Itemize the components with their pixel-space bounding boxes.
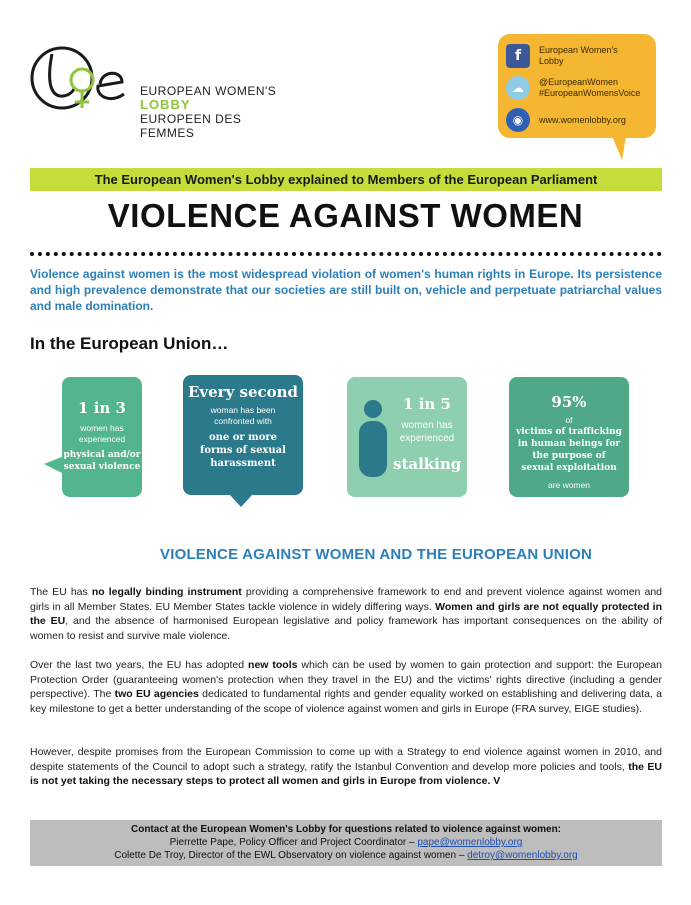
p2-d: two EU agencies xyxy=(114,688,199,700)
person-silhouette-icon xyxy=(357,399,389,477)
facebook-text1: European Women's xyxy=(539,45,618,55)
stat3-small: women has experienced xyxy=(399,420,455,444)
p3-b: the EU is not yet taking the necessary steps to protect all women and girls in Europe from violence. V xyxy=(30,760,662,787)
page-title: VIOLENCE AGAINST WOMEN xyxy=(107,197,584,234)
stat-card-95-percent xyxy=(509,377,629,497)
stat-card-1-in-5 xyxy=(347,377,467,497)
stat1-big: 1 in 3 xyxy=(78,399,126,417)
p1-e: , and the absence of harmonised European legislative and policy framework has important consequences on the ability of women to resist and survive male violence. xyxy=(30,615,662,642)
ewl-logo xyxy=(30,26,280,140)
contact-heading: Contact at the European Women's Lobby for questions related to violence against women: xyxy=(130,824,562,835)
eu-heading: In the European Union… xyxy=(30,334,229,353)
contact-line-2 xyxy=(30,849,662,862)
paragraph-1 xyxy=(30,585,662,643)
twitter-bird-icon: ☁ xyxy=(506,76,530,100)
p1-d: Women and girls are not equally protected in the EU xyxy=(30,600,662,627)
contact-box xyxy=(30,820,662,866)
stat4-pre: of xyxy=(565,415,573,425)
p1-c: providing a comprehensive framework to end and prevent violence against women and girls in all Member States. EU Member States tackle violence in widely differing ways. xyxy=(30,586,662,613)
logo-line2: LOBBY xyxy=(140,97,191,112)
section-title: VIOLENCE AGAINST WOMEN AND THE EUROPEAN UNION xyxy=(160,546,593,563)
intro-paragraph: Violence against women is the most widespread violation of women's human rights in Europe. Its persistence and high prevalence demonstrate that our societies are still built on, vehicle and perpetuate patriarchal values and male domination. xyxy=(30,267,662,313)
twitter-hashtag: #EuropeanWomensVoice xyxy=(539,88,641,98)
stat2-tail xyxy=(230,495,252,507)
contact-person-1: Pierrette Pape, Policy Officer and Project Coordinator – xyxy=(169,837,418,848)
stat-card-every-second xyxy=(183,375,303,495)
twitter-handle: @EuropeanWomen xyxy=(539,77,619,87)
p3-a: However, despite promises from the European Commission to come up with a Strategy to end violence against women in 2010, and despite statements of the Council to adopt such a strategy, ratify the Istanbul Convention and develop more policies and tools, xyxy=(30,746,662,773)
facebook-icon: f xyxy=(506,44,530,68)
p2-a: Over the last two years, the EU has adopted xyxy=(30,659,249,671)
ewl-logo-mark-icon xyxy=(30,34,140,124)
p2-c: which can be used by women to gain protection and support: the European Protection Order (guaranteeing women's protection when they travel in the EU) and the victims' rights directive (including a gender perspective). The xyxy=(30,659,662,700)
stat2-big: Every second xyxy=(187,383,299,401)
paragraph-3 xyxy=(30,745,662,789)
twitter-link[interactable] xyxy=(506,72,648,104)
contact-email-1-link[interactable]: pape@womenlobby.org xyxy=(417,837,523,848)
social-links-box xyxy=(498,34,656,138)
contact-line-1 xyxy=(30,836,662,849)
stat3-bold: stalking xyxy=(393,455,462,473)
facebook-link[interactable] xyxy=(506,40,648,72)
stat4-big: 95% xyxy=(551,393,587,411)
stat4-small: are women xyxy=(547,480,591,490)
dotted-divider xyxy=(30,252,662,256)
stat4-bold: victims of trafficking in human beings for the purpose of sexual exploitation xyxy=(516,427,622,473)
contact-person-2: Colette De Troy, Director of the EWL Observatory on violence against women – xyxy=(114,850,468,861)
ewl-logo-text xyxy=(140,84,280,140)
p2-e: dedicated to fundamental rights and gender equality worked on establishing and delivering data, a key milestone to get a better understanding of the scope of violence against women and girls in Europe (FRA survey, EIGE studies). xyxy=(30,688,662,715)
website-link[interactable] xyxy=(506,104,648,136)
stat-card-1-in-3 xyxy=(62,377,142,497)
subtitle-banner: The European Women's Lobby explained to Members of the European Parliament xyxy=(30,168,662,191)
social-box-tail xyxy=(612,136,626,160)
logo-line3: EUROPEEN DES FEMMES xyxy=(140,112,242,140)
stat2-bold: one or more forms of sexual harassment xyxy=(200,432,286,469)
stat1-small: women has experienced xyxy=(78,423,126,444)
stat3-big: 1 in 5 xyxy=(403,395,451,413)
logo-line1: EUROPEAN WOMEN'S xyxy=(140,84,277,98)
website-url: www.womenlobby.org xyxy=(539,114,626,125)
p2-b: new tools xyxy=(248,659,298,671)
stat1-tail xyxy=(44,456,64,474)
p1-a: The EU has xyxy=(30,586,92,598)
rss-icon: ◉ xyxy=(506,108,530,132)
stat2-small: woman has been confronted with xyxy=(210,405,276,426)
paragraph-2 xyxy=(30,658,662,716)
stat1-bold: physical and/or sexual violence xyxy=(63,450,141,472)
contact-email-2-link[interactable]: detroy@womenlobby.org xyxy=(467,850,578,861)
facebook-text2: Lobby xyxy=(539,56,564,66)
p1-b: no legally binding instrument xyxy=(91,586,242,598)
